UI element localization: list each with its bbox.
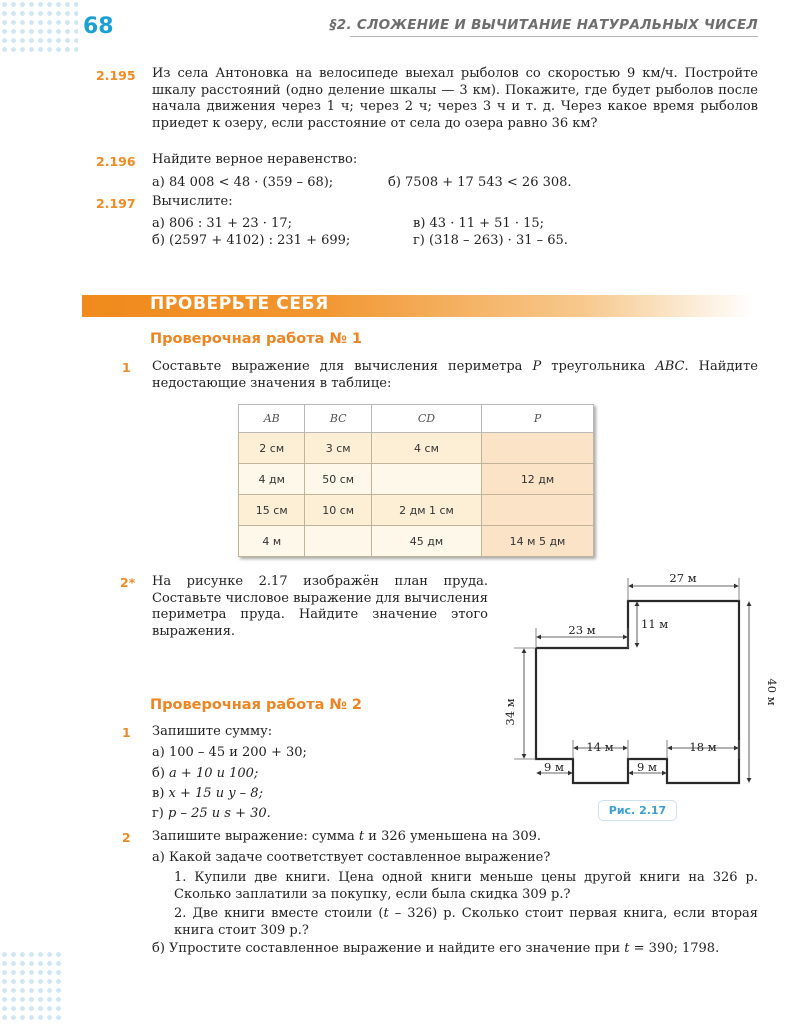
answer-option: 2. Две книги вместе стоили (t – 326) р. Сколько стоит первая книга, если вторая книга стоит 309 р.? [174,906,758,938]
table-row [239,495,594,526]
pond-plan-figure [500,568,790,800]
exercise-item: б) (2597 + 4102) : 231 + 699; [152,233,351,248]
table-cell: 2 см [239,433,305,464]
dim-label-notch-left: 9 м [544,760,564,774]
exercise-item: в) 43 · 11 + 51 · 15; [413,216,545,231]
task-number: 2 [122,830,131,845]
list-item: а) 100 – 45 и 200 + 30; [152,745,307,760]
list-item: б) a + 10 и 100; [152,766,259,781]
exercise-item: б) 7508 + 17 543 < 26 308. [388,175,572,190]
task-text: На рисунке 2.17 изображён план пруда. Составьте числовое выражение для вычисления периметра пруда. Найдите значение этого выражения. [152,574,488,639]
decorative-dot-pattern-top [0,0,78,56]
test2-title: Проверочная работа № 2 [150,697,363,713]
section-banner-title: ПРОВЕРЬТЕ СЕБЯ [150,294,329,314]
dim-label-step-left: 23 м [568,623,596,637]
exercise-item: а) 806 : 31 + 23 · 17; [152,216,292,231]
table-cell [482,433,594,464]
task-text: Запишите сумму: [152,724,273,739]
table-cell [305,526,371,557]
list-item: в) x + 15 и y – 8; [152,786,263,801]
exercise-item: г) (318 – 263) · 31 – 65. [413,233,568,248]
table-header-cell: CD [371,405,481,433]
exercise-text: Из села Антоновка на велосипеде выехал рыболов со скоростью 9 км/ч. Постройте шкалу расстояний (одно деление шкалы — 3 км). Покажите, где будет рыболов после начала движения через 1 ч; через 2 ч; через 3 ч и т. д. Через какое время рыболов приедет к озеру, если расстояние от села до озера равно 36 км? [152,66,758,131]
header-rule [350,36,758,37]
exercise-text: Вычислите: [152,194,233,209]
list-item: г) p – 25 и s + 30. [152,806,271,821]
dim-label-step-right: 11 м [641,617,669,631]
exercise-number: 2.197 [96,196,136,211]
exercise-item: а) 84 008 < 48 · (359 – 68); [152,175,334,190]
table-cell: 50 см [305,464,371,495]
perimeter-table [238,404,594,557]
task-subquestion: а) Какой задаче соответствует составленное выражение? [152,850,551,865]
table-cell: 4 см [371,433,481,464]
dim-label-notch-right: 9 м [637,760,657,774]
exercise-number: 2.195 [96,68,136,83]
table-row [239,464,594,495]
decorative-dot-pattern-bottom [0,950,62,1024]
dim-label-bottom-right: 18 м [689,740,717,754]
table-cell: 4 дм [239,464,305,495]
table-row [239,526,594,557]
table-cell: 10 см [305,495,371,526]
table-cell: 2 дм 1 см [371,495,481,526]
table-row [239,433,594,464]
section-banner [82,295,754,317]
dim-label-top: 27 м [669,571,697,585]
table-cell [371,464,481,495]
dim-label-notch-middle: 14 м [586,740,614,754]
table-cell: 14 м 5 дм [482,526,594,557]
task-number: 1 [122,725,131,740]
exercise-number: 2.196 [96,154,136,169]
table-cell [482,495,594,526]
task-number: 1 [122,360,131,375]
task-text: Составьте выражение для вычисления периметра P треугольника ABC. Найдите недостающие значения в таблице: [152,359,758,391]
table-header-cell: BC [305,405,371,433]
table-cell: 4 м [239,526,305,557]
dim-label-right: 40 м [765,678,779,706]
task-subquestion: б) Упростите составленное выражение и найдите его значение при t = 390; 1798. [152,941,720,956]
test1-title: Проверочная работа № 1 [150,331,363,347]
task-number: 2* [120,575,136,590]
table-cell: 12 дм [482,464,594,495]
page-number: 68 [83,14,114,39]
table-cell: 15 см [239,495,305,526]
table-cell: 45 дм [371,526,481,557]
exercise-text: Найдите верное неравенство: [152,152,358,167]
table-cell: 3 см [305,433,371,464]
figure-caption: Рис. 2.17 [598,800,677,821]
table-header-cell: P [482,405,594,433]
table-header-cell: AB [239,405,305,433]
running-title: §2. СЛОЖЕНИЕ И ВЫЧИТАНИЕ НАТУРАЛЬНЫХ ЧИСЕЛ [329,17,758,33]
dim-label-left: 34 м [503,698,517,726]
table-header-row [239,405,594,433]
answer-option: 1. Купили две книги. Цена одной книги меньше цены другой книги на 326 р. Сколько заплатили за покупку, если была скидка 309 р.? [174,870,758,902]
task-text: Запишите выражение: сумма t и 326 уменьшена на 309. [152,829,542,844]
